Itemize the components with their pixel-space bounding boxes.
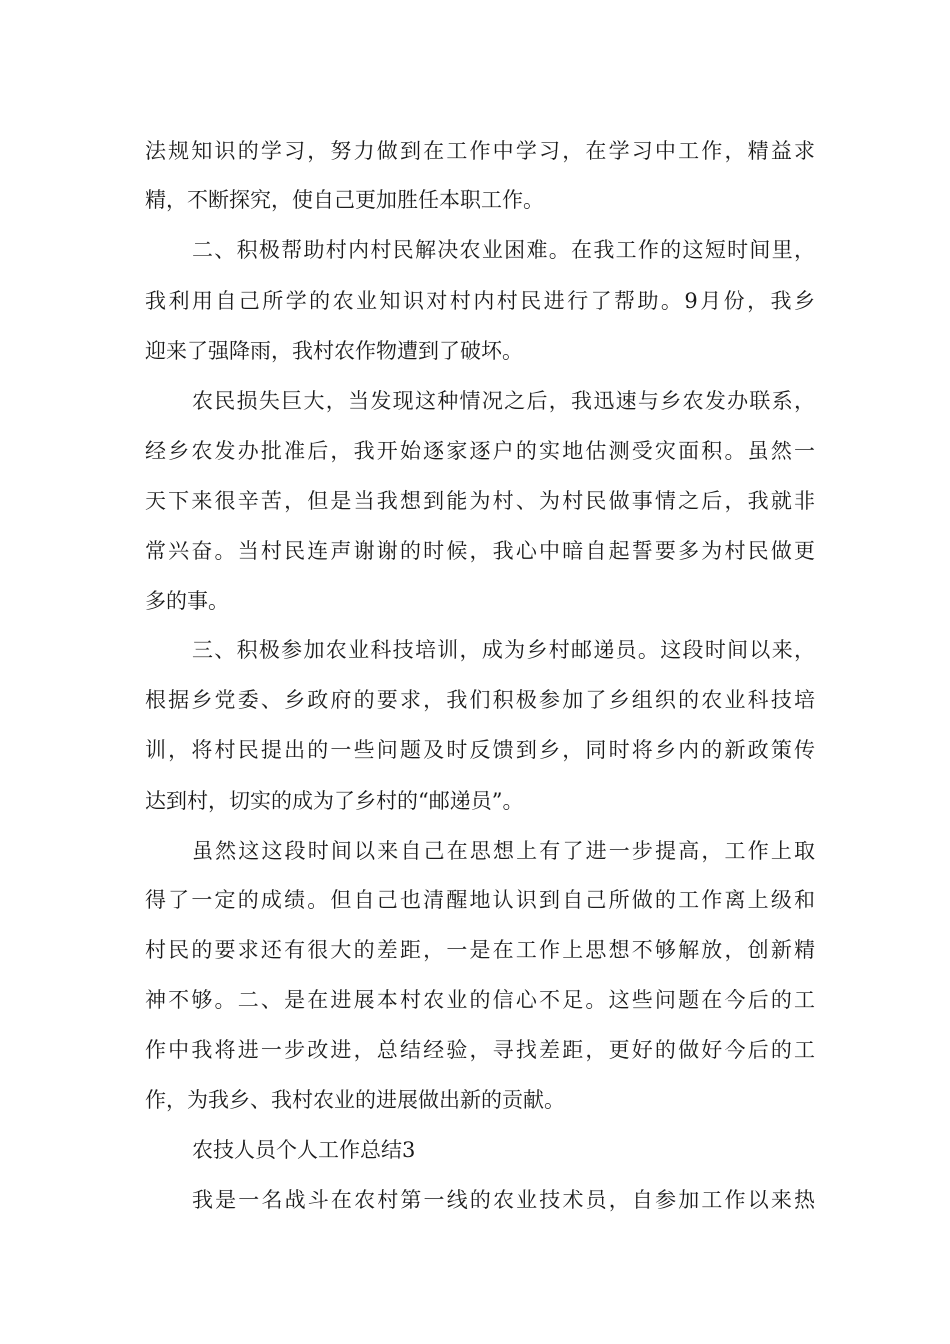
body-text-line: 法规知识的学习，努力做到在工作中学习，在学习中工作，精益求 xyxy=(145,139,815,163)
body-text-line: 多的事。 xyxy=(145,589,229,613)
paragraph-first-line: 农民损失巨大，当发现这种情况之后，我迅速与乡农发办联系， xyxy=(192,389,815,413)
body-text-line: 我利用自己所学的农业知识对村内村民进行了帮助。9月份，我乡 xyxy=(145,289,815,313)
body-text-line: 达到村，切实的成为了乡村的“邮递员”。 xyxy=(145,789,524,813)
paragraph-first-line: 虽然这这段时间以来自己在思想上有了进一步提高，工作上取 xyxy=(192,839,815,863)
paragraph-first-line: 二、积极帮助村内村民解决农业困难。在我工作的这短时间里， xyxy=(192,238,815,262)
paragraph-first-line: 我是一名战斗在农村第一线的农业技术员，自参加工作以来热 xyxy=(192,1188,815,1212)
body-text-line: 得了一定的成绩。但自己也清醒地认识到自己所做的工作离上级和 xyxy=(145,888,815,912)
section-heading: 农技人员个人工作总结3 xyxy=(192,1138,416,1162)
body-text-line: 天下来很辛苦，但是当我想到能为村、为村民做事情之后，我就非 xyxy=(145,489,815,513)
body-text-line: 神不够。二、是在进展本村农业的信心不足。这些问题在今后的工 xyxy=(145,988,815,1012)
body-text-line: 常兴奋。当村民连声谢谢的时候，我心中暗自起誓要多为村民做更 xyxy=(145,539,815,563)
body-text-line: 根据乡党委、乡政府的要求，我们积极参加了乡组织的农业科技培 xyxy=(145,688,815,712)
body-text-line: 作，为我乡、我村农业的进展做出新的贡献。 xyxy=(145,1088,565,1112)
body-text-line: 精，不断探究，使自己更加胜任本职工作。 xyxy=(145,188,544,212)
body-text-line: 村民的要求还有很大的差距，一是在工作上思想不够解放，创新精 xyxy=(145,938,815,962)
body-text-line: 经乡农发办批准后，我开始逐家逐户的实地估测受灾面积。虽然一 xyxy=(145,439,815,463)
body-text-line: 迎来了强降雨，我村农作物遭到了破坏。 xyxy=(145,339,523,363)
body-text-line: 训，将村民提出的一些问题及时反馈到乡，同时将乡内的新政策传 xyxy=(145,738,815,762)
body-text-line: 作中我将进一步改进，总结经验，寻找差距，更好的做好今后的工 xyxy=(145,1038,815,1062)
paragraph-first-line: 三、积极参加农业科技培训，成为乡村邮递员。这段时间以来， xyxy=(192,638,815,662)
